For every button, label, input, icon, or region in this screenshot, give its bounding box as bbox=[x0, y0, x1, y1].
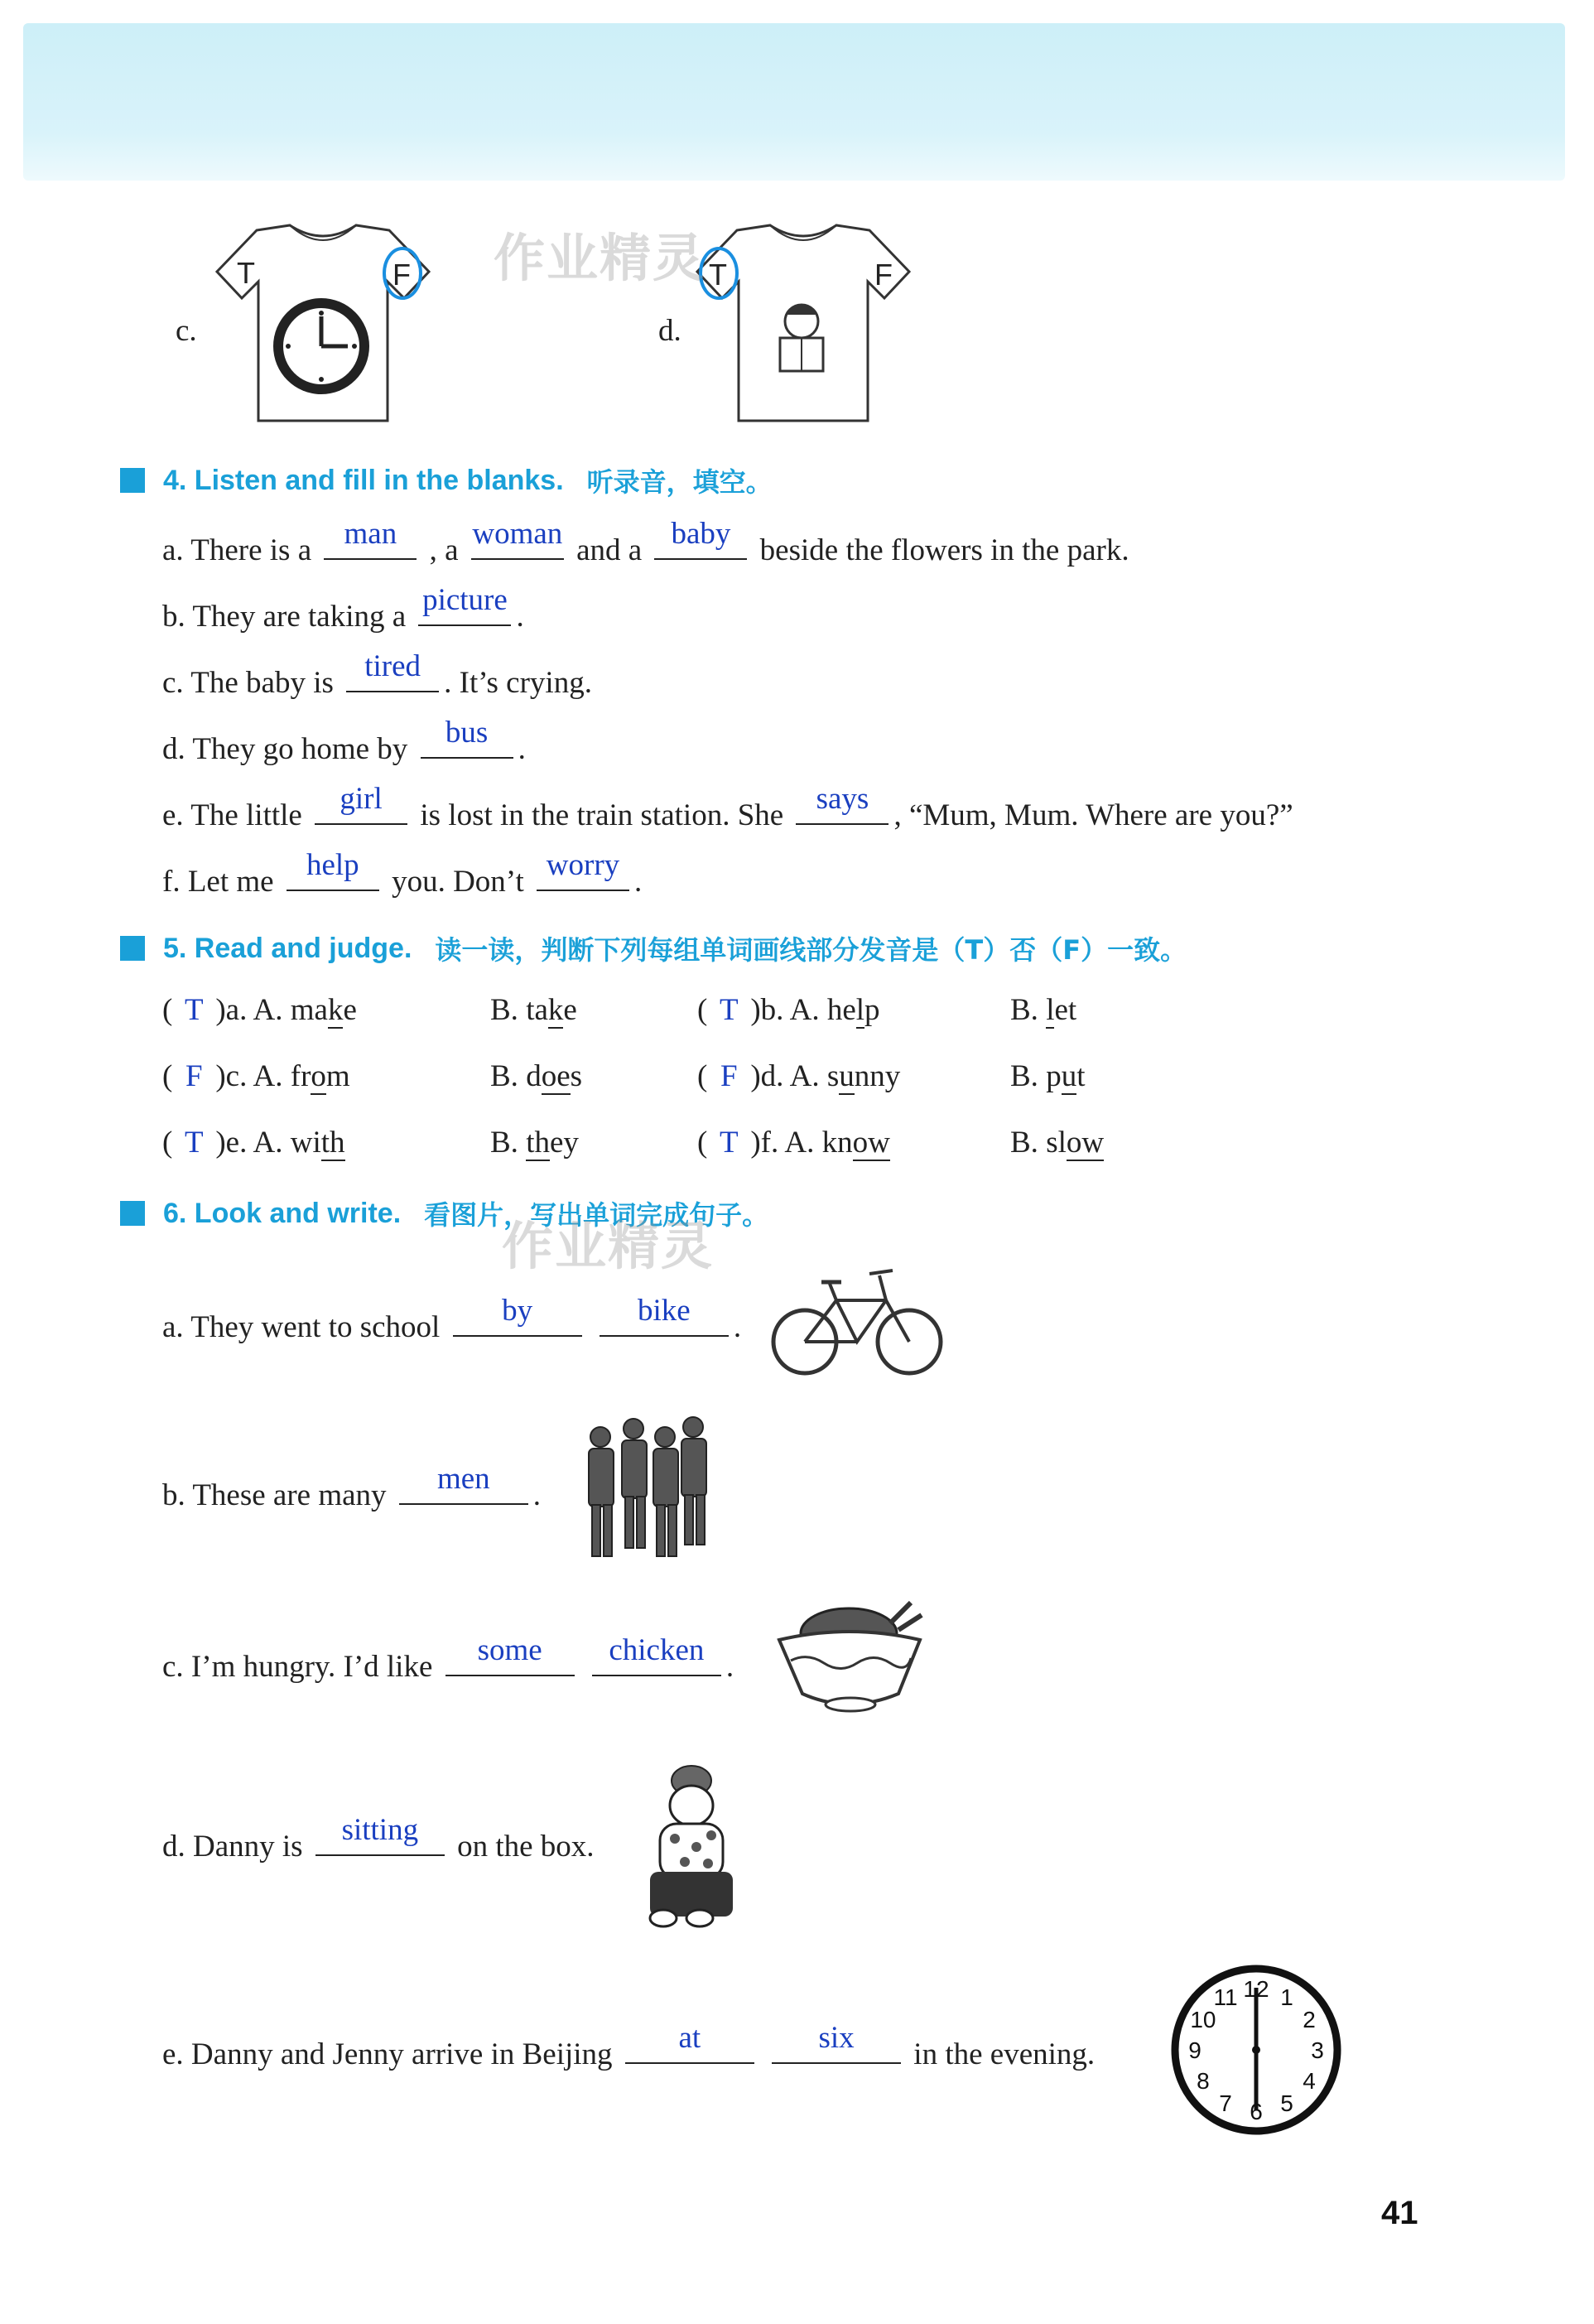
blank-6a1[interactable] bbox=[453, 1294, 582, 1337]
answer: says bbox=[816, 782, 869, 816]
header-band bbox=[23, 23, 1565, 181]
option: B. bbox=[490, 993, 518, 1027]
fill-line-e bbox=[162, 782, 1293, 833]
judge-item-a-b bbox=[490, 992, 577, 1028]
blank-6d1[interactable] bbox=[315, 1813, 445, 1856]
paren: ( bbox=[697, 993, 708, 1027]
answer: some bbox=[477, 1633, 542, 1667]
option: B. bbox=[490, 1126, 518, 1160]
text: . bbox=[633, 865, 643, 899]
underlined: k bbox=[547, 993, 564, 1027]
word: ey bbox=[549, 1126, 579, 1160]
blank-a2[interactable] bbox=[471, 517, 564, 560]
shirt-c-label: c. bbox=[176, 314, 197, 348]
write-line-c bbox=[162, 1633, 734, 1685]
blank-6e2[interactable] bbox=[772, 2021, 901, 2064]
answer: by bbox=[502, 1294, 533, 1328]
section-4-heading bbox=[120, 460, 773, 501]
answer: picture bbox=[422, 583, 508, 617]
underlined: ow bbox=[1066, 1126, 1105, 1160]
answer: bike bbox=[637, 1294, 691, 1328]
fill-line-c bbox=[162, 649, 592, 701]
blank-b1[interactable] bbox=[418, 583, 511, 626]
text: . bbox=[725, 1650, 734, 1684]
section-5-title: 5. Read and judge. bbox=[163, 932, 412, 964]
blank-d1[interactable] bbox=[421, 716, 513, 759]
text: , “Mum, Mum. Where are you?” bbox=[893, 798, 1293, 832]
answer: baby bbox=[671, 517, 731, 551]
word: fr bbox=[290, 1059, 311, 1093]
answer[interactable]: T bbox=[185, 1126, 204, 1160]
paren: ( bbox=[162, 1059, 173, 1093]
word: s bbox=[826, 1059, 840, 1093]
text: in the evening. bbox=[913, 2037, 1096, 2071]
judge-item-f bbox=[697, 1125, 890, 1160]
blank-6a2[interactable] bbox=[600, 1294, 729, 1337]
write-line-a bbox=[162, 1294, 742, 1345]
underlined: o bbox=[311, 1059, 326, 1093]
text: b. These are many bbox=[162, 1478, 387, 1512]
answer: sitting bbox=[341, 1813, 419, 1847]
t-mark bbox=[237, 256, 255, 290]
label: )d. A. bbox=[750, 1059, 820, 1093]
danny-dinosaur-icon bbox=[642, 1756, 745, 1930]
section-4-cn: 听录音，填空。 bbox=[586, 466, 773, 498]
label: )f. A. bbox=[750, 1126, 815, 1160]
blank-c1[interactable] bbox=[346, 649, 439, 692]
text: . bbox=[733, 1310, 742, 1344]
word: he bbox=[826, 993, 856, 1027]
word: d bbox=[526, 1059, 542, 1093]
word: e bbox=[343, 993, 357, 1027]
label: )b. A. bbox=[750, 993, 820, 1027]
word: wi bbox=[290, 1126, 321, 1160]
answer[interactable]: T bbox=[185, 993, 204, 1027]
option: B. bbox=[1010, 1059, 1038, 1093]
text: you. Don’t bbox=[392, 865, 524, 899]
shirt-d-label: d. bbox=[658, 314, 681, 348]
text: , a bbox=[429, 533, 459, 567]
clock-numeral: 10 bbox=[1190, 2007, 1216, 2032]
answer: bus bbox=[445, 716, 489, 750]
text: c. The baby is bbox=[162, 666, 334, 700]
clock-numeral: 5 bbox=[1280, 2090, 1293, 2117]
text: . bbox=[516, 600, 524, 634]
judge-item-c-b bbox=[490, 1058, 582, 1094]
underlined: l bbox=[1046, 993, 1055, 1027]
word: kn bbox=[821, 1126, 853, 1160]
judge-item-e bbox=[162, 1125, 345, 1160]
option: B. bbox=[1010, 1126, 1038, 1160]
clock-numeral: 11 bbox=[1213, 1984, 1238, 2010]
roast-chicken-icon bbox=[774, 1590, 927, 1723]
section-6-title: 6. Look and write. bbox=[163, 1197, 402, 1229]
fill-line-b bbox=[162, 583, 524, 634]
clock-numeral: 9 bbox=[1188, 2037, 1202, 2063]
answer: men bbox=[436, 1462, 490, 1496]
write-line-e bbox=[162, 2021, 1096, 2072]
clock-numeral: 7 bbox=[1219, 2090, 1232, 2117]
text: e. Danny and Jenny arrive in Beijing bbox=[162, 2037, 613, 2071]
judge-item-e-b bbox=[490, 1125, 579, 1160]
blank-a1[interactable] bbox=[324, 517, 417, 560]
word: e bbox=[563, 993, 577, 1027]
underlined: th bbox=[526, 1126, 550, 1160]
text: is lost in the train station. She bbox=[420, 798, 784, 832]
text: on the box. bbox=[457, 1830, 595, 1864]
text: f. Let me bbox=[162, 865, 274, 899]
clock-numeral: 1 bbox=[1280, 1984, 1293, 2010]
section-5-heading bbox=[120, 928, 1187, 969]
blank-e1[interactable] bbox=[315, 782, 407, 825]
word: et bbox=[1054, 993, 1077, 1027]
answer[interactable]: T bbox=[720, 993, 739, 1027]
text: a. They went to school bbox=[162, 1310, 441, 1344]
underlined: oe bbox=[541, 1059, 571, 1093]
answer[interactable]: F bbox=[185, 1059, 203, 1093]
text: d. They go home by bbox=[162, 732, 408, 766]
answer: girl bbox=[340, 782, 383, 816]
paren: ( bbox=[697, 1126, 708, 1160]
judge-item-b-b bbox=[1010, 992, 1076, 1028]
answer: six bbox=[818, 2021, 855, 2055]
wall-clock-icon bbox=[1169, 1963, 1343, 2137]
clock-numeral: 8 bbox=[1197, 2068, 1210, 2094]
paren: ( bbox=[697, 1059, 708, 1093]
judge-item-c bbox=[162, 1058, 350, 1094]
section-marker-icon bbox=[120, 936, 145, 961]
blank-6c2[interactable] bbox=[592, 1633, 721, 1676]
answer[interactable]: F bbox=[720, 1059, 738, 1093]
blank-6e1[interactable] bbox=[625, 2021, 754, 2064]
word: ma bbox=[290, 993, 328, 1027]
judge-item-a bbox=[162, 992, 357, 1028]
svg-text:T: T bbox=[237, 256, 255, 290]
text: d. Danny is bbox=[162, 1830, 303, 1864]
label: )c. A. bbox=[215, 1059, 283, 1093]
watermark-2: 作业精灵 bbox=[502, 1216, 715, 1276]
judge-item-b bbox=[697, 992, 880, 1028]
word: p bbox=[1046, 1059, 1062, 1093]
text: . It’s crying. bbox=[444, 666, 592, 700]
answer: woman bbox=[472, 517, 563, 551]
answer: help bbox=[306, 848, 359, 882]
word: t bbox=[1076, 1059, 1086, 1093]
answer[interactable]: T bbox=[720, 1126, 739, 1160]
text: . bbox=[532, 1478, 542, 1512]
text: and a bbox=[576, 533, 643, 567]
fill-line-f bbox=[162, 848, 643, 899]
answer: worry bbox=[546, 848, 620, 882]
answer: man bbox=[344, 517, 397, 551]
answer: at bbox=[678, 2021, 701, 2055]
underlined: th bbox=[320, 1126, 345, 1160]
label: )e. A. bbox=[215, 1126, 283, 1160]
text: c. I’m hungry. I’d like bbox=[162, 1650, 433, 1684]
word: ta bbox=[526, 993, 548, 1027]
word: sl bbox=[1046, 1126, 1067, 1160]
reading-girl-icon bbox=[780, 305, 823, 371]
word: nny bbox=[854, 1059, 901, 1093]
men-group-icon bbox=[575, 1412, 716, 1565]
page-number: 41 bbox=[1381, 2195, 1418, 2231]
clock-numeral: 12 bbox=[1243, 1976, 1269, 2002]
bike-icon bbox=[770, 1259, 944, 1383]
t-mark: T bbox=[709, 258, 727, 292]
underlined: ow bbox=[852, 1126, 890, 1160]
option: B. bbox=[490, 1059, 518, 1093]
fill-line-d bbox=[162, 716, 526, 767]
blank-f2[interactable] bbox=[537, 848, 629, 891]
judge-item-d-b bbox=[1010, 1058, 1085, 1094]
word: s bbox=[570, 1059, 583, 1093]
judge-item-f-b bbox=[1010, 1125, 1104, 1160]
section-6-cn: 看图片，写出单词完成句子。 bbox=[424, 1199, 769, 1231]
underlined: l bbox=[855, 993, 865, 1027]
watermark: 作业精灵 bbox=[494, 228, 706, 288]
underlined: u bbox=[839, 1059, 855, 1093]
option: B. bbox=[1010, 993, 1038, 1027]
paren: ( bbox=[162, 1126, 173, 1160]
write-line-b bbox=[162, 1462, 542, 1513]
label: )a. A. bbox=[215, 993, 283, 1027]
section-5-cn: 读一读，判断下列每组单词画线部分发音是（T）否（F）一致。 bbox=[435, 934, 1187, 966]
write-line-d bbox=[162, 1813, 595, 1864]
clock-numeral: 6 bbox=[1250, 2099, 1263, 2124]
blank-6b1[interactable] bbox=[399, 1462, 528, 1505]
f-mark: F bbox=[874, 258, 893, 292]
word: p bbox=[864, 993, 880, 1027]
blank-6c1[interactable] bbox=[445, 1633, 575, 1676]
tshirt-girl-image bbox=[687, 222, 919, 429]
text: b. They are taking a bbox=[162, 600, 407, 634]
tshirt-clock-image bbox=[207, 222, 439, 429]
blank-e2[interactable] bbox=[796, 782, 888, 825]
section-marker-icon bbox=[120, 468, 145, 493]
clock-numeral: 4 bbox=[1303, 2068, 1316, 2094]
text: . bbox=[518, 732, 526, 766]
blank-f1[interactable] bbox=[287, 848, 379, 891]
section-4-title: 4. Listen and fill in the blanks. bbox=[163, 464, 564, 496]
blank-a3[interactable] bbox=[654, 517, 747, 560]
text: e. The little bbox=[162, 798, 302, 832]
word: m bbox=[325, 1059, 350, 1093]
paren: ( bbox=[162, 993, 173, 1027]
clock-numeral: 2 bbox=[1303, 2007, 1316, 2032]
answer: chicken bbox=[609, 1633, 705, 1667]
underlined: k bbox=[327, 993, 344, 1027]
fill-line-a bbox=[162, 517, 1129, 568]
text: a. There is a bbox=[162, 533, 312, 567]
clock-numeral: 3 bbox=[1311, 2037, 1324, 2063]
answer: tired bbox=[364, 649, 421, 683]
underlined: u bbox=[1061, 1059, 1077, 1093]
f-mark: F bbox=[392, 258, 411, 292]
judge-item-d bbox=[697, 1058, 900, 1094]
text: beside the flowers in the park. bbox=[759, 533, 1129, 567]
section-marker-icon bbox=[120, 1201, 145, 1226]
